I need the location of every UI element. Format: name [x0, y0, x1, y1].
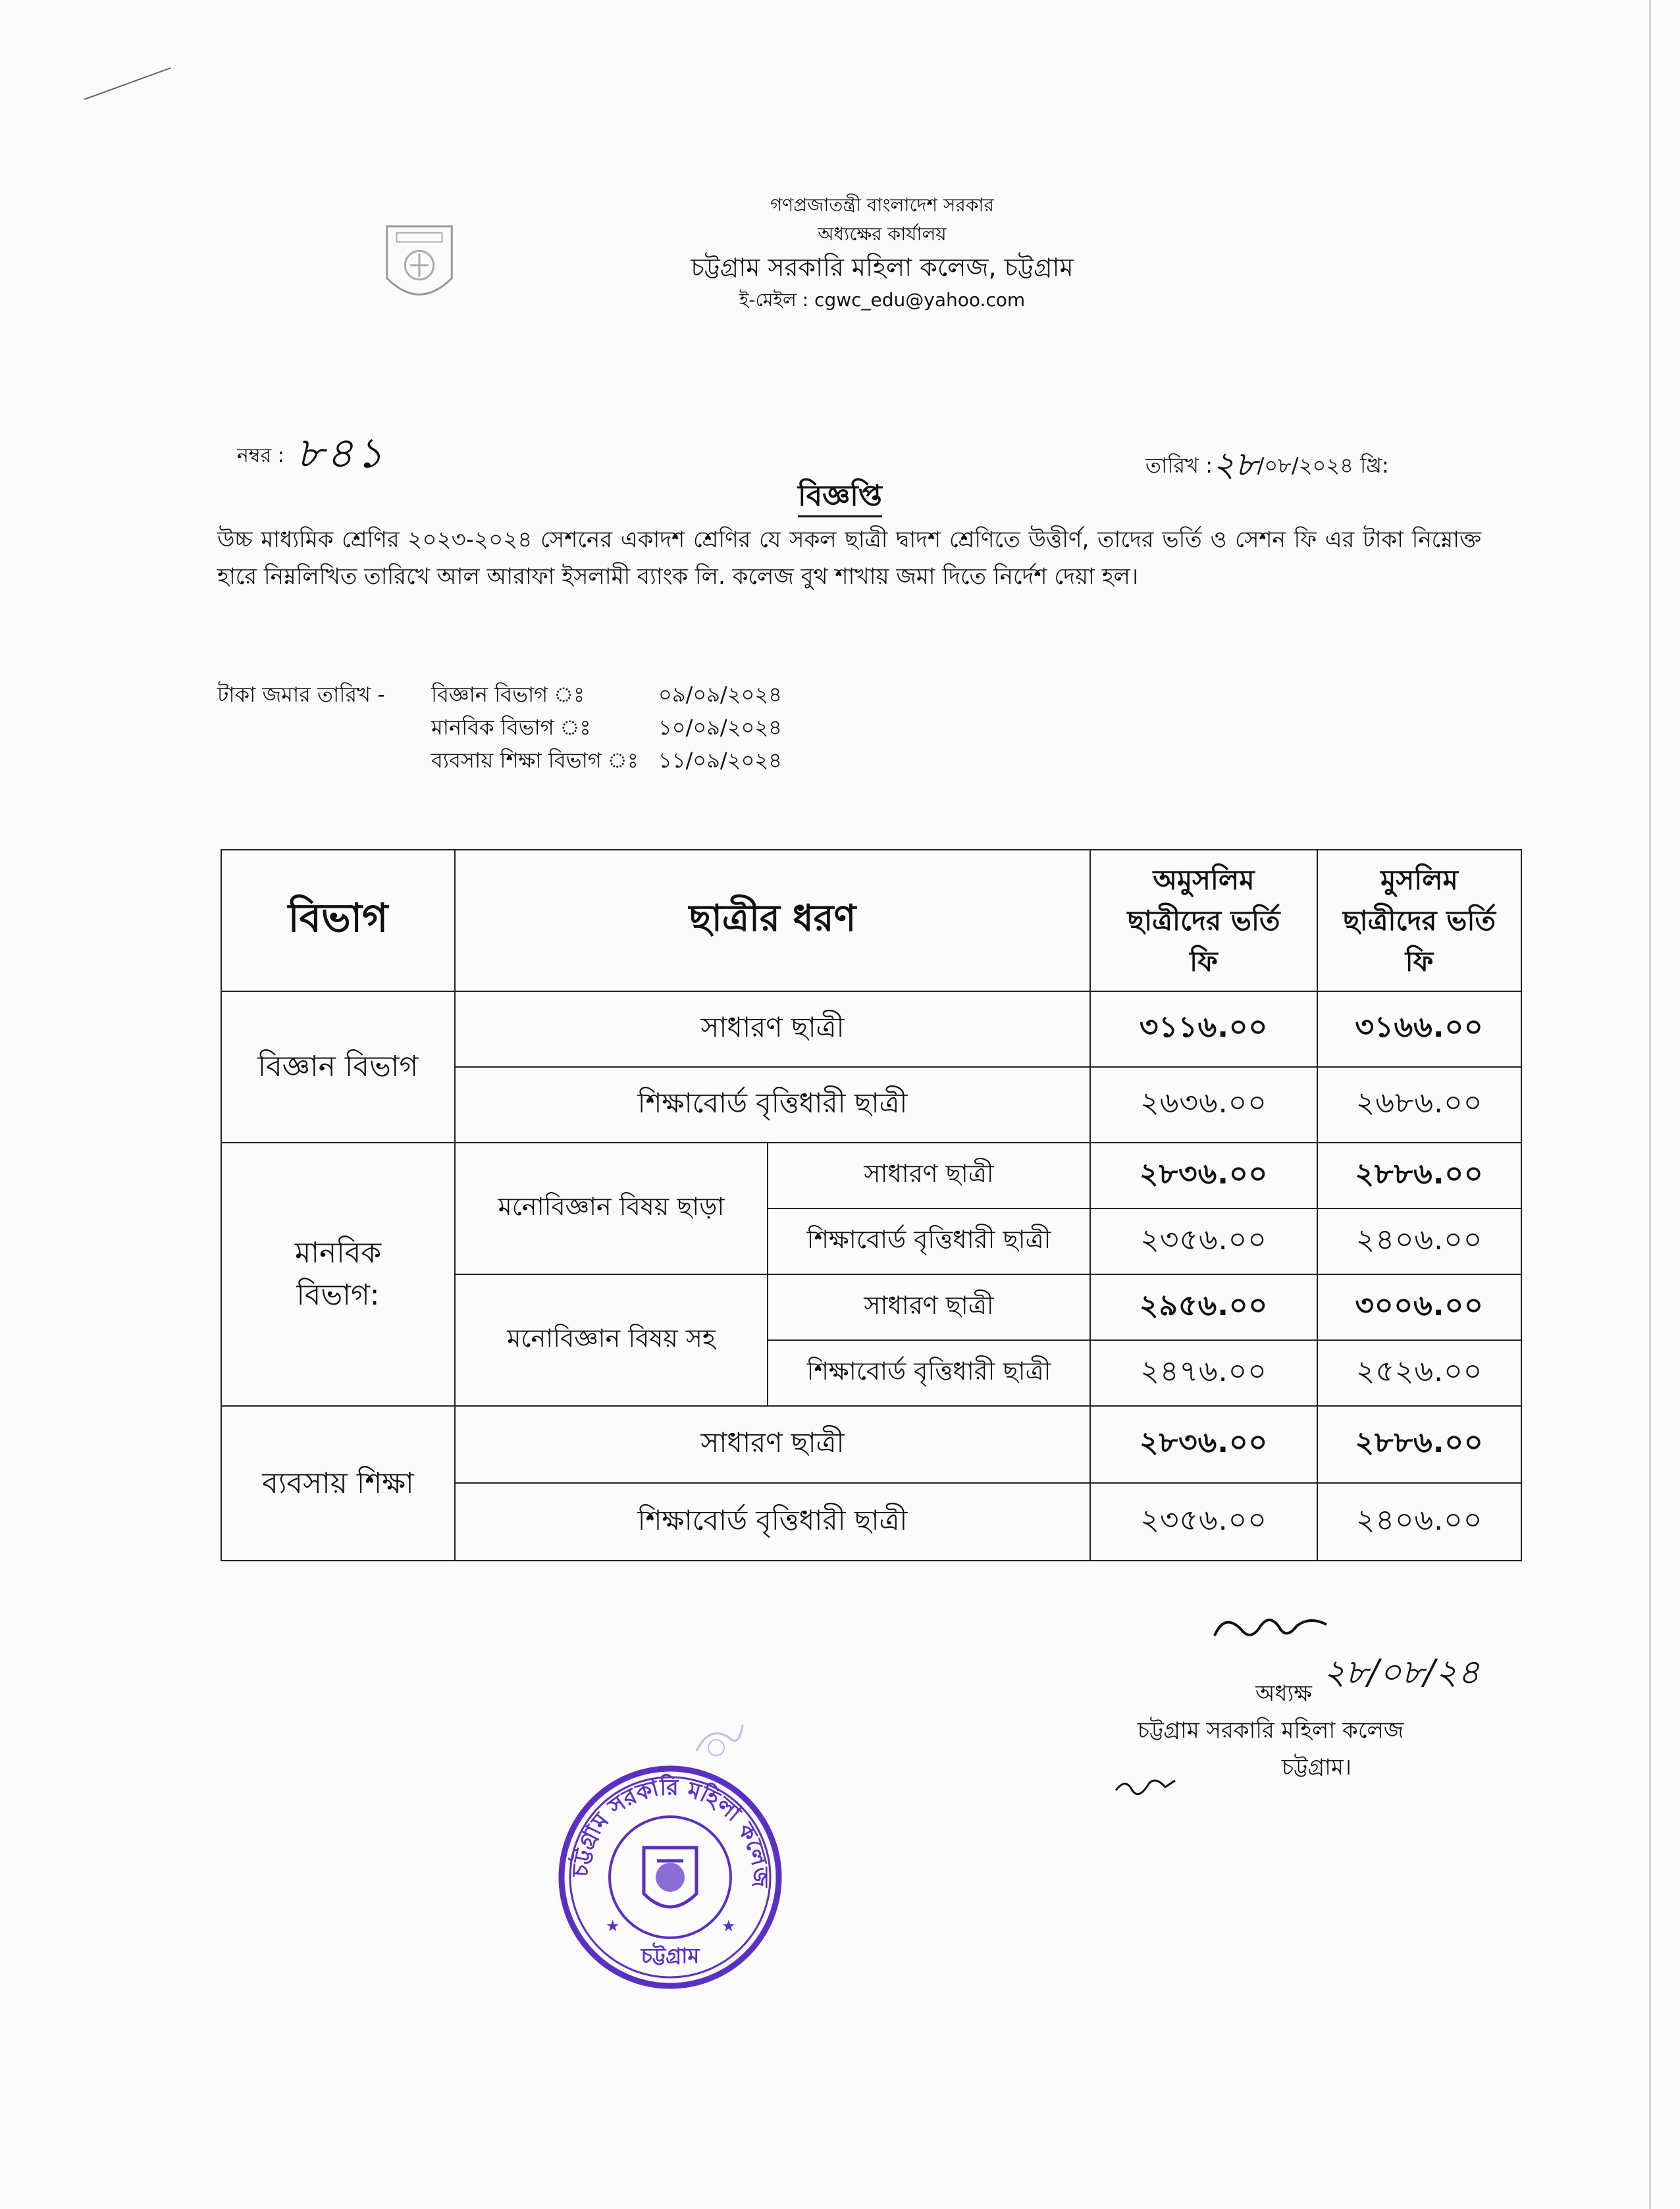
- student-type: সাধারণ ছাত্রী: [768, 1143, 1090, 1208]
- student-type: শিক্ষাবোর্ড বৃত্তিধারী ছাত্রী: [768, 1340, 1090, 1406]
- signatory-title: অধ্যক্ষ: [1255, 1680, 1312, 1707]
- subgroup-without-psychology: মনোবিজ্ঞান বিষয় ছাড়া: [455, 1143, 768, 1274]
- reference-label: নম্বর :: [237, 444, 284, 467]
- header-type: ছাত্রীর ধরণ: [455, 850, 1090, 991]
- fee-nonmuslim: ২৩৫৬.০০: [1090, 1483, 1317, 1561]
- header-dept: বিভাগ: [221, 850, 455, 991]
- student-type: শিক্ষাবোর্ড বৃত্তিধারী ছাত্রী: [768, 1208, 1090, 1274]
- fee-muslim: ৩১৬৬.০০: [1317, 991, 1521, 1067]
- notice-title: বিজ্ঞপ্তি: [0, 474, 1680, 522]
- deposit-dept: মানবিক বিভাগ ঃ: [431, 715, 591, 740]
- college-seal: [558, 1765, 782, 1989]
- deposit-dept: বিজ্ঞান বিভাগ ঃ: [431, 682, 585, 707]
- initials-signature: [1113, 1771, 1178, 1804]
- deposit-row: [217, 744, 856, 777]
- seal-star-icon: ★: [606, 1917, 620, 1935]
- fee-muslim: ২৫২৬.০০: [1317, 1340, 1521, 1406]
- student-type: সাধারণ ছাত্রী: [455, 1406, 1090, 1483]
- dept-science: বিজ্ঞান বিভাগ: [221, 991, 455, 1143]
- page-edge: [1649, 0, 1651, 2209]
- office-name: অধ্যক্ষের কার্যালয়: [818, 223, 947, 245]
- fee-nonmuslim: ২৮৩৬.০০: [1090, 1406, 1317, 1483]
- seal-bottom-text: চট্টগ্রাম: [641, 1943, 700, 1968]
- fee-nonmuslim: ২৬৩৬.০০: [1090, 1067, 1317, 1143]
- signatory-city: চট্টগ্রাম।: [1281, 1754, 1352, 1780]
- student-type: শিক্ষাবোর্ড বৃত্তিধারী ছাত্রী: [455, 1483, 1090, 1561]
- student-type: সাধারণ ছাত্রী: [455, 991, 1090, 1067]
- fee-muslim: ৩০০৬.০০: [1317, 1274, 1521, 1340]
- fee-muslim: ২৪০৬.০০: [1317, 1483, 1521, 1561]
- header-muslim-fee: মুসলিম ছাত্রীদের ভর্তি ফি: [1317, 850, 1521, 991]
- dept-business: ব্যবসায় শিক্ষা: [221, 1406, 455, 1561]
- table-header-row: [221, 850, 1521, 991]
- pen-mark: [84, 67, 171, 100]
- fee-muslim: ২৬৮৬.০০: [1317, 1067, 1521, 1143]
- date-day: ২৮: [1213, 445, 1257, 484]
- reference-value: ৮৪১: [296, 429, 386, 478]
- govt-name: গণপ্রজাতন্ত্রী বাংলাদেশ সরকার: [770, 194, 994, 216]
- faint-stamp-mark: [690, 1711, 747, 1764]
- student-type: শিক্ষাবোর্ড বৃত্তিধারী ছাত্রী: [455, 1067, 1090, 1143]
- signature-date: ২৮/০৮/২৪: [1323, 1653, 1480, 1692]
- fee-nonmuslim: ২৮৩৬.০০: [1090, 1143, 1317, 1208]
- fee-muslim: ২৪০৬.০০: [1317, 1208, 1521, 1274]
- header-nonmuslim-fee: অমুসলিম ছাত্রীদের ভর্তি ফি: [1090, 850, 1317, 991]
- subgroup-with-psychology: মনোবিজ্ঞান বিষয় সহ: [455, 1274, 768, 1406]
- fee-nonmuslim: ৩১১৬.০০: [1090, 991, 1317, 1067]
- letterhead: [592, 191, 1172, 315]
- fee-nonmuslim: ২৩৫৬.০০: [1090, 1208, 1317, 1274]
- seal-ring-text: চট্টগ্রাম সরকারি মহিলা কলেজ: [567, 1774, 774, 1888]
- seal-star-icon: ★: [722, 1917, 736, 1935]
- deposit-row: [217, 678, 856, 711]
- government-emblem-icon: [374, 220, 465, 311]
- notice-body: উচ্চ মাধ্যমিক শ্রেণির ২০২৩-২০২৪ সেশনের একাদশ শ্রেণির যে সকল ছাত্রী দ্বাদশ শ্রেণিতে উত্তীর্ণ, তাদের ভর্তি ও সেশন ফি এর টাকা নিম্নোক্ত হারে নিম্নলিখিত তারিখে আল আরাফা ইসলামী ব্যাংক লি. কলেজ বুথ শাখায় জমা দিতে নির্দেশ দেয়া হল।: [217, 527, 1481, 590]
- fee-nonmuslim: ২৪৭৬.০০: [1090, 1340, 1317, 1406]
- email: ই-মেইল : cgwc_edu@yahoo.com: [739, 289, 1026, 311]
- deposit-schedule: [217, 678, 856, 777]
- deposit-date: ০৯/০৯/২০২৪: [658, 682, 782, 707]
- deposit-date: ১০/০৯/২০২৪: [658, 715, 782, 740]
- deposit-date: ১১/০৯/২০২৪: [658, 748, 782, 773]
- deposit-row: [217, 711, 856, 744]
- deposit-lead: টাকা জমার তারিখ -: [217, 682, 385, 707]
- fee-nonmuslim: ২৯৫৬.০০: [1090, 1274, 1317, 1340]
- signatory-block: [1113, 1675, 1429, 1786]
- date-rest: /০৮/২০২৪ খ্রি:: [1257, 452, 1389, 478]
- table-row: [221, 1143, 1521, 1208]
- fee-muslim: ২৮৮৬.০০: [1317, 1406, 1521, 1483]
- fee-muslim: ২৮৮৬.০০: [1317, 1143, 1521, 1208]
- table-row: [221, 1406, 1521, 1483]
- deposit-dept: ব্যবসায় শিক্ষা বিভাগ ঃ: [431, 748, 639, 773]
- college-name: চট্টগ্রাম সরকারি মহিলা কলেজ, চট্টগ্রাম: [691, 253, 1074, 282]
- table-row: [221, 991, 1521, 1067]
- dept-humanities: মানবিক বিভাগ:: [221, 1143, 455, 1406]
- fee-table: [221, 849, 1522, 1561]
- date-label: তারিখ :: [1145, 452, 1213, 478]
- signatory-college: চট্টগ্রাম সরকারি মহিলা কলেজ: [1137, 1717, 1404, 1744]
- student-type: সাধারণ ছাত্রী: [768, 1274, 1090, 1340]
